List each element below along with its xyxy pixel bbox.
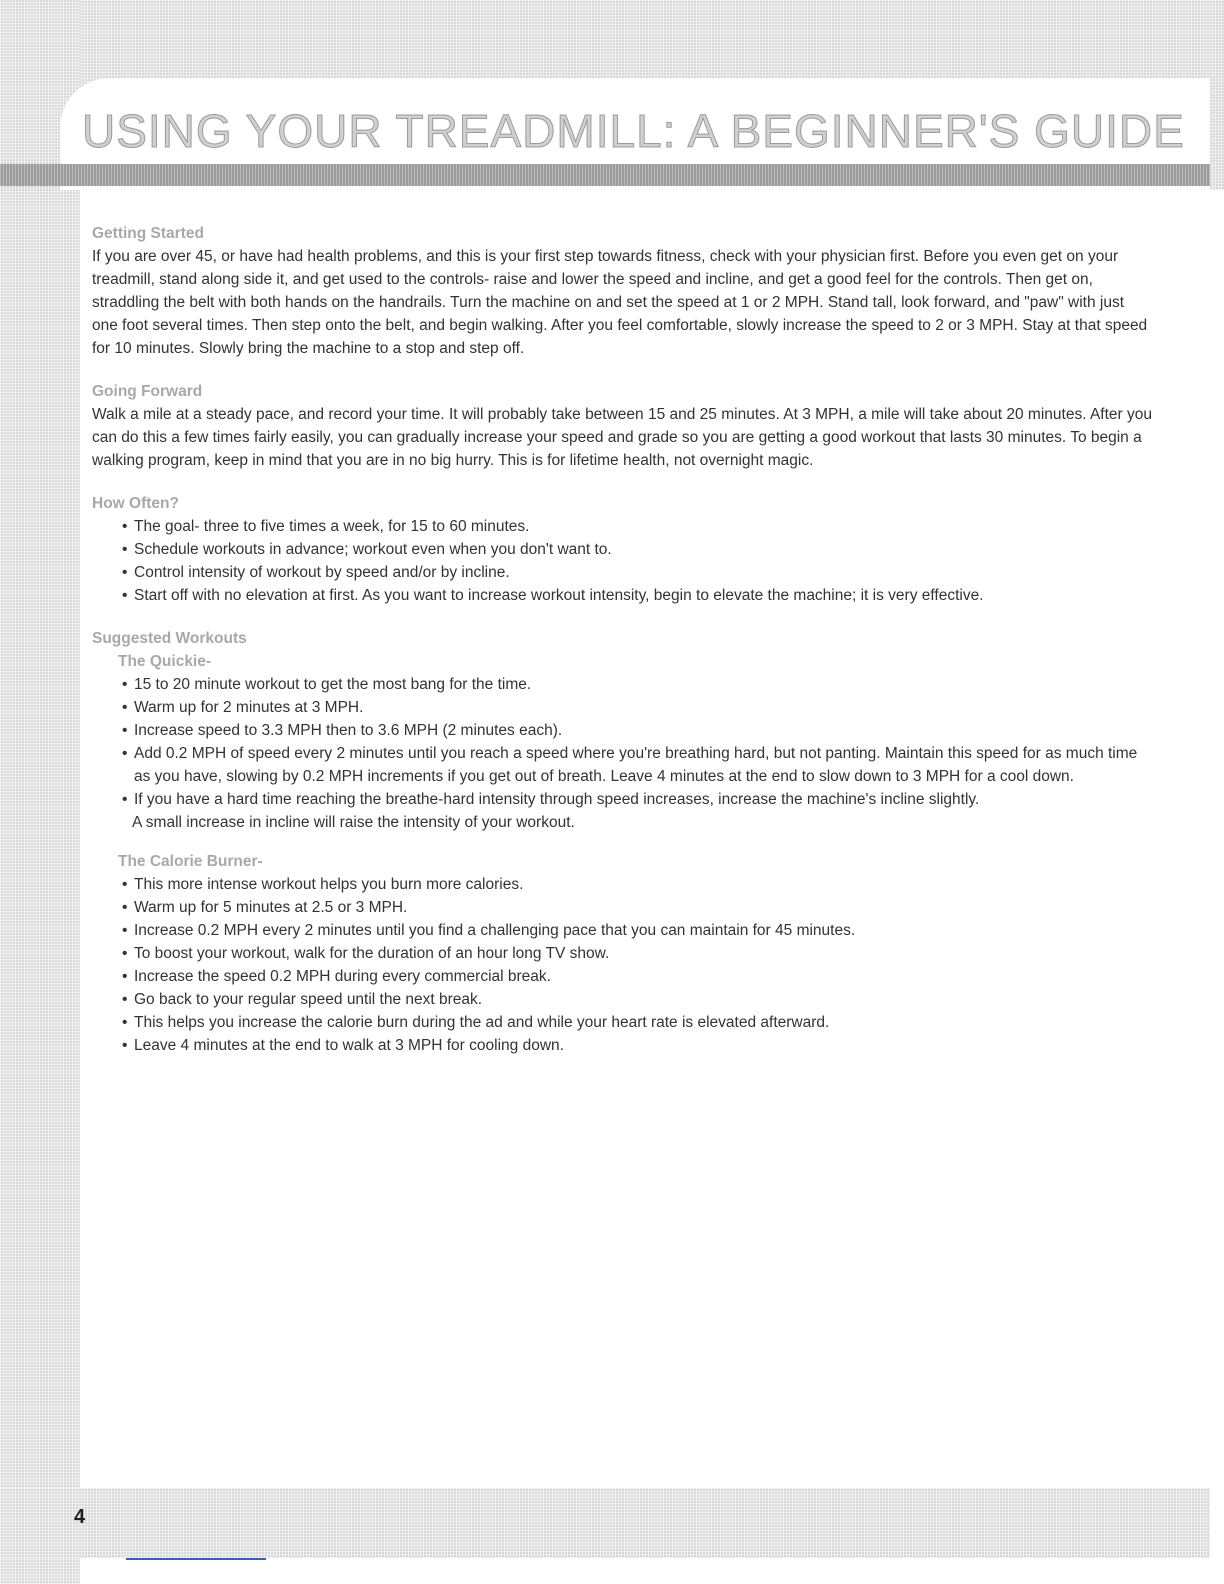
section-suggested-workouts: [92, 627, 1152, 1057]
section-body: Walk a mile at a steady pace, and record your time. It will probably take between 15 and 25 minutes. At 3 MPH, a mile will take about 20 minutes. After you can do this a few times fairly easily, you can gradually increase your speed and grade so you are getting a good workout that lasts 30 minutes. To begin a walking program, keep in mind that you are in no big hurry. This is for lifetime health, not overnight magic.: [92, 406, 1152, 469]
section-getting-started: [92, 222, 1152, 360]
list-item: • Schedule workouts in advance; workout even when you don't want to.: [122, 538, 1152, 561]
list-item: • Warm up for 5 minutes at 2.5 or 3 MPH.: [122, 896, 1152, 919]
section-body: If you are over 45, or have had health problems, and this is your first step towards fitness, check with your physician first. Before you even get on your treadmill, stand along side it, and get used to the controls- raise and lower the speed and incline, and get a good feel for the controls. Then get on, straddling the belt with both hands on the handrails. Turn the machine on and set the speed at 1 or 2 MPH. Stand tall, look forward, and "paw" with just one foot several times. Then step onto the belt, and begin walking. After you feel comfortable, slowly increase the speed to 2 or 3 MPH. Stay at that speed for 10 minutes. Slowly bring the machine to a stop and step off.: [92, 248, 1148, 357]
section-how-often: [92, 492, 1152, 607]
list-item: • Control intensity of workout by speed and/or by incline.: [122, 561, 1152, 584]
list-item: • The goal- three to five times a week, for 15 to 60 minutes.: [122, 515, 1152, 538]
section-heading: How Often?: [92, 495, 179, 512]
list-item: • This helps you increase the calorie burn during the ad and while your heart rate is elevated afterward.: [122, 1011, 1152, 1034]
list-item: • Increase 0.2 MPH every 2 minutes until you find a challenging pace that you can maintain for 45 minutes.: [122, 919, 1152, 942]
list-item: • To boost your workout, walk for the duration of an hour long TV show.: [122, 942, 1152, 965]
list-item: • This more intense workout helps you burn more calories.: [122, 873, 1152, 896]
footer-rule: [126, 1558, 266, 1560]
spacer: [92, 834, 1152, 850]
subsection-heading-calorie-burner: The Calorie Burner-: [118, 853, 263, 870]
list-item: • If you have a hard time reaching the breathe-hard intensity through speed increases, increase the machine's incline slightly.: [122, 788, 1152, 811]
bullet-list: [92, 515, 1152, 607]
list-item: • Increase the speed 0.2 MPH during every commercial break.: [122, 965, 1152, 988]
section-heading: Getting Started: [92, 225, 204, 242]
bullet-list: [92, 673, 1152, 811]
list-item: • 15 to 20 minute workout to get the most bang for the time.: [122, 673, 1152, 696]
page-title: USING YOUR TREADMILL: A BEGINNER'S GUIDE: [82, 105, 1185, 157]
document-body: [92, 222, 1152, 1077]
title-underline-bar: [0, 164, 1210, 186]
list-item: • Warm up for 2 minutes at 3 MPH.: [122, 696, 1152, 719]
footer-frame: [0, 1488, 1210, 1558]
list-item: • Add 0.2 MPH of speed every 2 minutes until you reach a speed where you're breathing hard, but not panting. Maintain this speed for as much time as you have, slowing by 0.2 MPH increments if you get out of breath. Leave 4 minutes at the end to slow down to 3 MPH for a cool down.: [122, 742, 1152, 788]
section-going-forward: [92, 380, 1152, 472]
list-item: • Leave 4 minutes at the end to walk at 3 MPH for cooling down.: [122, 1034, 1152, 1057]
list-item: • Go back to your regular speed until the next break.: [122, 988, 1152, 1011]
list-item: • Start off with no elevation at first. As you want to increase workout intensity, begin to elevate the machine; it is very effective.: [122, 584, 1152, 607]
left-frame: [0, 0, 80, 1584]
section-heading: Suggested Workouts: [92, 630, 247, 647]
bullet-list: [92, 873, 1152, 1057]
subsection-heading-quickie: The Quickie-: [118, 653, 212, 670]
quickie-note: A small increase in incline will raise the intensity of your workout.: [132, 814, 575, 831]
list-item: • Increase speed to 3.3 MPH then to 3.6 MPH (2 minutes each).: [122, 719, 1152, 742]
page-number: 4: [74, 1506, 86, 1528]
section-heading: Going Forward: [92, 383, 203, 400]
